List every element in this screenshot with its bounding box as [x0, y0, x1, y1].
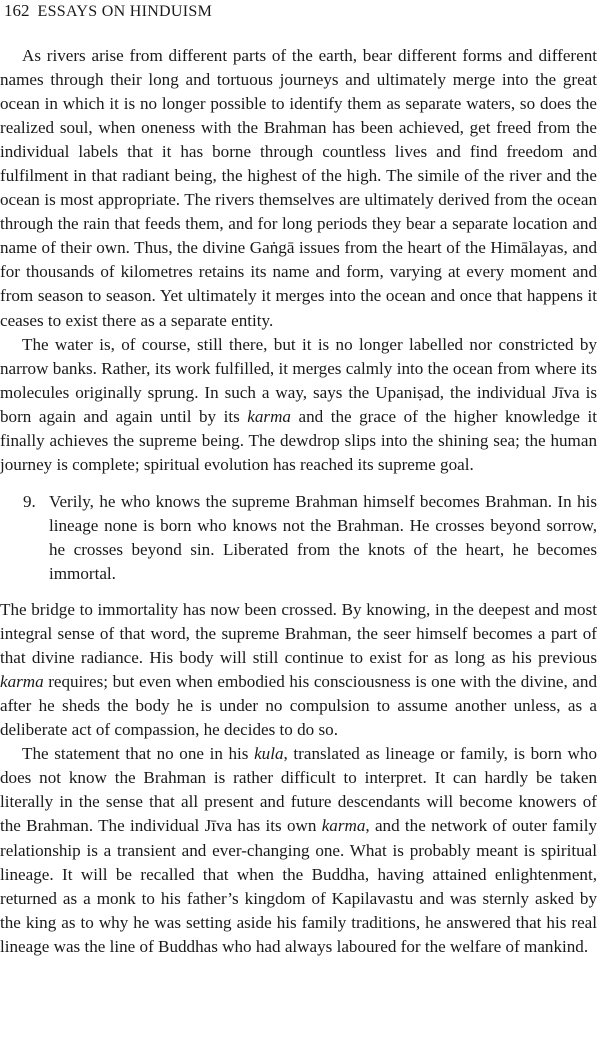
- paragraph-text: The statement that no one in his: [22, 744, 255, 764]
- paragraph-water-ocean: [0, 333, 597, 477]
- running-header: [4, 0, 212, 24]
- italic-term: karma: [247, 406, 291, 426]
- paragraph-text: The water is, of course, still there, but it is no longer labelled nor constricted by narrow banks. Rather, its work fulfilled, it merges calmly into the ocean from where its molecules originally sprung. In such a way, says the Upaniṣad, the individual Jīva is born again and again until by its: [0, 334, 597, 426]
- running-title: ESSAYS ON HINDUISM: [37, 3, 213, 20]
- verse-block: [0, 490, 597, 586]
- italic-term: karma: [321, 816, 366, 836]
- paragraph-text: and the grace of the higher knowledge it finally achieves the supreme being. The dewdrop slips into the shining sea; the human journey is complete; spiritual evolution has reached its supreme goal.: [0, 406, 597, 474]
- verse-number: 9.: [23, 491, 36, 511]
- italic-term: kula: [254, 744, 284, 764]
- paragraph-text: , translated as lineage or family, is born who does not know the Brahman is rather difficult to interpret. It can hardly be taken literally in the sense that all present and future descendants will become knowers of the Brahman. The individual Jīva has its own: [0, 744, 597, 836]
- paragraph-river-simile: As rivers arise from different parts of the earth, bear different forms and different names through their long and tortuous journeys and ultimately merge into the great ocean in which it is no longer possible to identify them as separate waters, so does the realized soul, when oneness with the Brahman has been achieved, get freed from the individual labels that it has borne through countless lives and find freedom and fulfilment in that radiant being, the highest of the high. The simile of the river and the ocean is most appropriate. The rivers themselves are ultimately derived from the ocean through the rain that feeds them, and for long periods they bear a separate location and name of their own. Thus, the divine Gaṅgā issues from the heart of the Himālayas, and for thousands of kilometres retains its name and form, varying at every moment and from season to season. Yet ultimately it merges into the ocean and once that happens it ceases to exist there as a separate entity.: [0, 46, 597, 330]
- paragraph-text: requires; but even when embodied his consciousness is one with the divine, and after he sheds the body he is under no compulsion to assume another unless, as a deliberate act of compassion, he decides to do so.: [0, 672, 597, 740]
- paragraph-text: The bridge to immortality has now been crossed. By knowing, in the deepest and most integral sense of that word, the supreme Brahman, the seer himself becomes a part of that divine radiance. His body will still continue to exist for as long as his previous: [0, 600, 597, 668]
- paragraph-lineage: [0, 742, 597, 958]
- page-body: [0, 44, 597, 959]
- paragraph-text: , and the network of outer family relationship is a transient and ever-changing one. What is probably meant is spiritual lineage. It will be recalled that when the Buddha, having attained enlightenment, returned as a monk to his father’s kingdom of Kapilavastu and was sternly asked by the king as to why he was setting aside his family traditions, he answered that his real lineage was the line of Buddhas who had always laboured for the welfare of mankind.: [0, 816, 597, 956]
- paragraph-bridge-immortality: [0, 598, 597, 742]
- italic-term: karma: [0, 672, 44, 692]
- page-number: 162: [4, 1, 30, 20]
- verse-text: Verily, he who knows the supreme Brahman himself becomes Brahman. In his lineage none is born who knows not the Brahman. He crosses beyond sorrow, he crosses beyond sin. Liberated from the knots of the heart, he becomes immortal.: [49, 491, 597, 583]
